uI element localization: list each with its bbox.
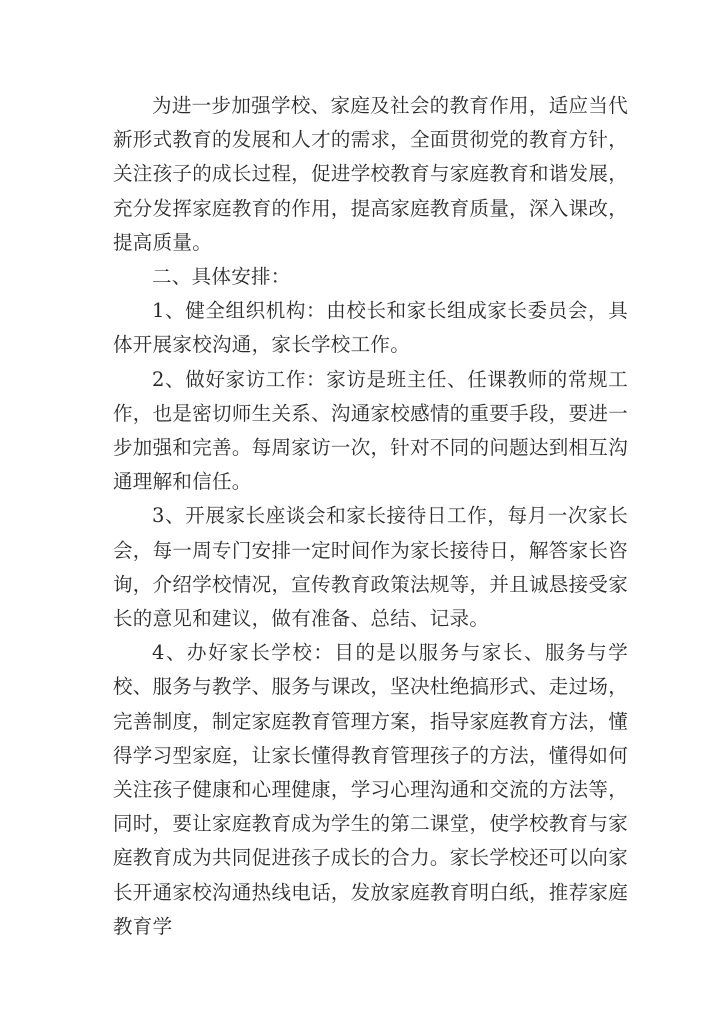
- paragraph-item-3: 3、开展家长座谈会和家长接待日工作，每月一次家长会，每一周专门安排一定时间作为家长接待日，解答家长咨询，介绍学校情况，宣传教育政策法规等，并且诚恳接受家长的意见和建议，做有准备、总结、记录。: [113, 504, 628, 631]
- paragraph-item-2: 2、做好家访工作：家访是班主任、任课教师的常规工作，也是密切师生关系、沟通家校感情的重要手段，要进一步加强和完善。每周家访一次，针对不同的问题达到相互沟通理解和信任。: [113, 367, 628, 494]
- paragraph-item-1: 1、健全组织机构：由校长和家长组成家长委员会，具体开展家校沟通，家长学校工作。: [113, 299, 628, 357]
- document-body: [113, 89, 628, 944]
- paragraph-intro: 为进一步加强学校、家庭及社会的教育作用，适应当代新形式教育的发展和人才的需求，全面贯彻党的教育方针，关注孩子的成长过程，促进学校教育与家庭教育和谐发展，充分发挥家庭教育的作用，提高家庭教育质量，深入课改，提高质量。: [113, 94, 628, 254]
- paragraph-item-4: 4、办好家长学校：目的是以服务与家长、服务与学校、服务与教学、服务与课改，坚决杜绝搞形式、走过场，完善制度，制定家庭教育管理方案，指导家庭教育方法，懂得学习型家庭，让家长懂得教育管理孩子的方法，懂得如何关注孩子健康和心理健康，学习心理沟通和交流的方法等，同时，要让家庭教育成为学生的第二课堂，使学校教育与家庭教育成为共同促进孩子成长的合力。家长学校还可以向家长开通家校沟通热线电话，发放家庭教育明白纸，推荐家庭教育学: [113, 641, 628, 938]
- section-heading-arrangement: 二、具体安排：: [152, 265, 291, 289]
